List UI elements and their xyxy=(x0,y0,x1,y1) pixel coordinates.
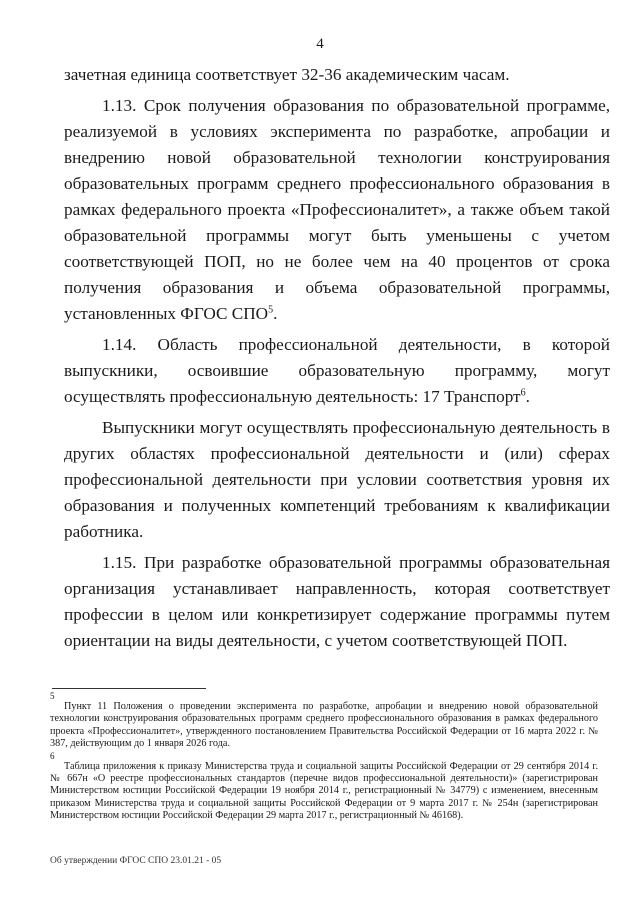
footnote-text: Таблица приложения к приказу Министерства труда и социальной защиты Российской Федерации от 29 сентября 2014 г. № 667н «О реестре профессиональных стандартов (перечне видов профессиональной деятельности)» (зарегистрирован Министерством юстиции Российской Федерации 19 ноября 2014 г., регистрационный № 34779) с изменением, внесенным приказом Министерства труда и социальной защиты Российской Федерации от 9 марта 2017 г. № 254н (зарегистрирован Министерством юстиции Российской Федерации 29 марта 2017 г., регистрационный № 46168). xyxy=(50,760,598,822)
paragraph-graduates: Выпускники могут осуществлять профессиональную деятельность в других областях профессиональной деятельности и (или) сферах профессиональной деятельности при условии соответствия уровня их образования и полученных компетенций требованиям к квалификации работника. xyxy=(64,418,610,541)
footnote-number: 5 xyxy=(50,691,55,701)
footnote-text: Пункт 11 Положения о проведении эксперимента по разработке, апробации и внедрению новой образовательной технологии конструирования образовательных программ среднего профессионального образования в рамках федерального проекта «Профессионалитет», утвержденного постановлением Правительства Российской Федерации от 16 марта 2022 г. № 387, действующим до 1 января 2026 года. xyxy=(50,701,598,750)
page-number: 4 xyxy=(316,36,324,52)
footnote-5 xyxy=(50,692,598,751)
paragraph-1-13: 1.13. Срок получения образования по образовательной программе, реализуемой в условиях эксперимента по разработке, апробации и внедрению новой образовательной технологии конструирования образовательных программ среднего профессионального образования в рамках федерального проекта «Профессионалитет», а также объем такой образовательной программы могут быть уменьшены с учетом соответствующей ПОП, но не более чем на 40 процентов от срока получения образования и объема образовательной программы, установленных ФГОС СПО$^5$. xyxy=(64,96,610,323)
footnote-ref-5: 5 xyxy=(268,304,274,316)
footnote-6 xyxy=(50,752,598,823)
footnote-separator xyxy=(52,688,206,689)
footnote-ref-6: 6 xyxy=(520,387,526,399)
paragraph-1-14: 1.14. Область профессиональной деятельности, в которой выпускники, освоившие образовательную программу, могут осуществлять профессиональную деятельность: 17 Транспорт$^6$. xyxy=(64,335,610,406)
footnote-number: 6 xyxy=(50,750,55,761)
document-footer-label: Об утверждении ФГОС СПО 23.01.21 - 05 xyxy=(50,856,222,866)
paragraph-1-15: 1.15. При разработке образовательной программы образовательная организация устанавливает направленность, которая соответствует профессии в целом или конкретизирует содержание программы путем ориентации на виды деятельности, с учетом соответствующей ПОП. xyxy=(64,553,610,650)
footnotes xyxy=(50,692,598,823)
paragraph-continuation: зачетная единица соответствует 32-36 академическим часам. xyxy=(64,65,510,84)
main-text xyxy=(64,62,610,654)
